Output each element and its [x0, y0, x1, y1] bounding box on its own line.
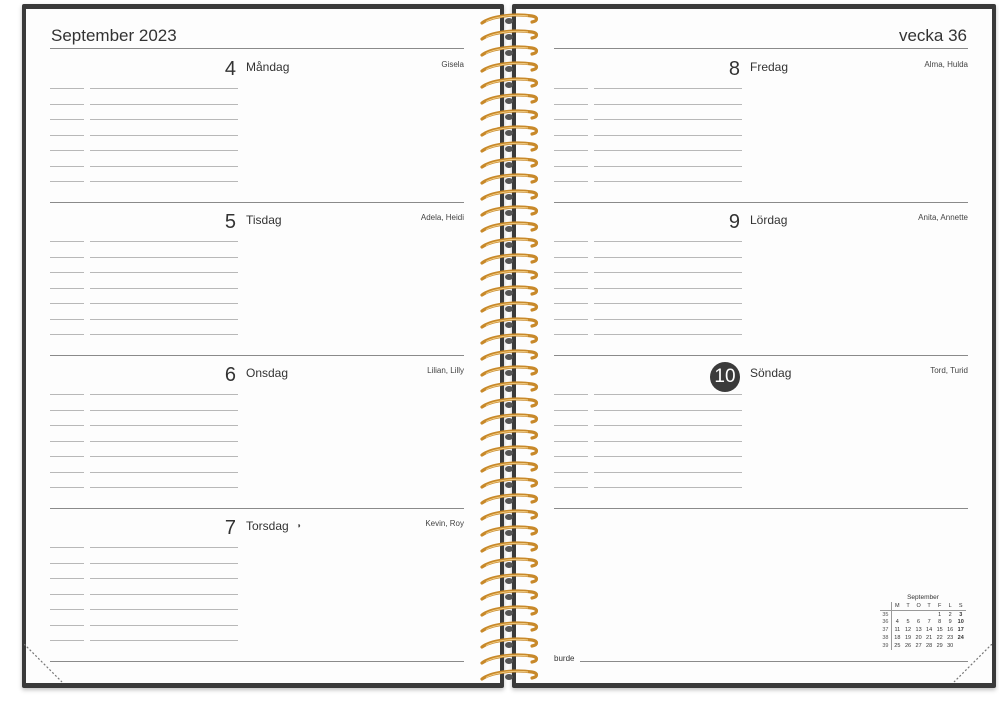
- date-cell: 16: [947, 627, 954, 634]
- month-title: September 2023: [51, 26, 177, 45]
- spiral-coil: [482, 351, 537, 360]
- time-line: [554, 456, 588, 457]
- note-line: [594, 241, 742, 242]
- day-block-monday[interactable]: [50, 50, 464, 203]
- note-line: [594, 88, 742, 89]
- mini-calendar-grid: [880, 602, 966, 650]
- spiral-coil: [482, 623, 537, 632]
- time-line: [554, 303, 588, 304]
- left-header-rule: [50, 48, 464, 49]
- spiral-coil: [482, 607, 537, 616]
- bottom-right-corner-pocket: [952, 644, 992, 684]
- date-cell: 24: [957, 635, 964, 642]
- spiral-coil: [482, 463, 537, 472]
- weekday-label: Torsdag: [246, 519, 289, 533]
- day-block-tuesday[interactable]: [50, 203, 464, 356]
- note-line: [90, 609, 238, 610]
- weekday-label: Lördag: [750, 213, 788, 227]
- spiral-coil: [482, 335, 537, 344]
- date-cell: 22: [936, 635, 943, 642]
- name-day-label: Gisela: [441, 60, 464, 69]
- weekday-label: Måndag: [246, 60, 290, 74]
- note-line: [90, 456, 238, 457]
- time-line: [50, 547, 84, 548]
- note-line: [594, 104, 742, 105]
- time-line: [50, 272, 84, 273]
- mini-calendar-week-row: [880, 619, 966, 627]
- time-line: [50, 625, 84, 626]
- spiral-coil: [482, 527, 537, 536]
- spiral-coil: [482, 415, 537, 424]
- time-line: [554, 181, 588, 182]
- time-line: [50, 578, 84, 579]
- time-line: [50, 166, 84, 167]
- time-line: [50, 135, 84, 136]
- day-separator: [554, 508, 968, 509]
- spiral-coil: [482, 543, 537, 552]
- note-line: [90, 166, 238, 167]
- note-line: [90, 625, 238, 626]
- time-line: [50, 119, 84, 120]
- note-line: [90, 410, 238, 411]
- date-cell: [903, 610, 914, 618]
- date-cell: 20: [915, 635, 922, 642]
- time-line: [50, 394, 84, 395]
- time-line: [554, 104, 588, 105]
- time-line: [50, 288, 84, 289]
- note-line: [90, 425, 238, 426]
- time-line: [50, 334, 84, 335]
- date-cell: 23: [947, 635, 954, 642]
- time-line: [554, 334, 588, 335]
- weekday-label: Tisdag: [246, 213, 282, 227]
- date-cell: 29: [936, 642, 943, 649]
- time-line: [554, 288, 588, 289]
- note-line: [90, 303, 238, 304]
- spiral-coil: [482, 239, 537, 248]
- date-cell: 10: [957, 619, 964, 626]
- time-line: [50, 472, 84, 473]
- note-line: [90, 241, 238, 242]
- time-line: [50, 241, 84, 242]
- spiral-coil: [482, 191, 537, 200]
- week-number: 35: [880, 610, 891, 618]
- week-number: 38: [880, 634, 891, 642]
- time-line: [554, 425, 588, 426]
- moon-phase-icon: ◑: [296, 521, 301, 530]
- spiral-coil: [482, 559, 537, 568]
- time-line: [50, 487, 84, 488]
- note-line: [90, 119, 238, 120]
- time-line: [50, 640, 84, 641]
- date-cell: 15: [936, 627, 943, 634]
- header-cell: L: [945, 602, 956, 610]
- weekday-label: Onsdag: [246, 366, 289, 380]
- day-number: 8: [728, 58, 740, 80]
- time-line: [554, 272, 588, 273]
- mini-calendar-week-row: [880, 642, 966, 650]
- time-line: [50, 410, 84, 411]
- today-highlight-circle: 10: [710, 362, 740, 392]
- note-line: [594, 150, 742, 151]
- spiral-coil: [482, 655, 537, 664]
- note-line: [90, 104, 238, 105]
- spiral-coil: [482, 511, 537, 520]
- date-cell: [913, 610, 924, 618]
- time-line: [50, 257, 84, 258]
- spiral-coil: [482, 367, 537, 376]
- date-cell: 26: [904, 642, 912, 649]
- time-line: [554, 487, 588, 488]
- note-line: [594, 441, 742, 442]
- note-line: [90, 487, 238, 488]
- time-line: [50, 563, 84, 564]
- note-line: [90, 441, 238, 442]
- day-block-sunday[interactable]: [554, 356, 968, 509]
- note-line: [594, 334, 742, 335]
- spiral-coil: [482, 159, 537, 168]
- weekday-label: Söndag: [750, 366, 792, 380]
- name-day-label: Kevin, Roy: [425, 519, 464, 528]
- spiral-coil: [482, 63, 537, 72]
- note-line: [594, 472, 742, 473]
- weekday-label: Fredag: [750, 60, 789, 74]
- mini-calendar: [880, 594, 966, 650]
- time-line: [50, 303, 84, 304]
- spiral-coil: [482, 495, 537, 504]
- time-line: [50, 88, 84, 89]
- time-line: [554, 135, 588, 136]
- mini-calendar-week-row: [880, 634, 966, 642]
- date-cell: 12: [904, 627, 912, 634]
- time-line: [554, 441, 588, 442]
- spiral-coil: [482, 431, 537, 440]
- date-cell: 4: [895, 619, 899, 626]
- time-line: [554, 241, 588, 242]
- header-cell: O: [913, 602, 924, 610]
- spiral-coil: [482, 31, 537, 40]
- week-number: 37: [880, 626, 891, 634]
- spiral-coil: [482, 479, 537, 488]
- date-cell: [955, 642, 966, 650]
- date-cell: 18: [894, 635, 901, 642]
- spiral-coil: [482, 127, 537, 136]
- spiral-coil: [482, 47, 537, 56]
- note-line: [594, 288, 742, 289]
- date-cell: 3: [959, 611, 963, 618]
- header-cell: F: [934, 602, 945, 610]
- date-cell: 13: [915, 627, 922, 634]
- time-line: [554, 257, 588, 258]
- note-line: [90, 181, 238, 182]
- note-line: [594, 319, 742, 320]
- note-line: [594, 410, 742, 411]
- time-line: [50, 104, 84, 105]
- week-number: 36: [880, 619, 891, 627]
- day-block-friday[interactable]: [554, 50, 968, 203]
- day-number: 7: [224, 517, 236, 539]
- day-number: 5: [224, 211, 236, 233]
- time-line: [554, 119, 588, 120]
- note-line: [90, 472, 238, 473]
- note-line: [594, 272, 742, 273]
- time-line: [50, 425, 84, 426]
- spiral-coil: [482, 319, 537, 328]
- date-cell: 17: [957, 627, 964, 634]
- note-line: [594, 425, 742, 426]
- time-line: [50, 319, 84, 320]
- header-cell: T: [903, 602, 914, 610]
- date-cell: 1: [938, 611, 942, 618]
- footer-rule: [580, 661, 968, 662]
- date-cell: 8: [938, 619, 942, 626]
- mini-calendar-title: September: [907, 594, 939, 601]
- date-cell: 2: [948, 611, 952, 618]
- date-cell: 9: [948, 619, 952, 626]
- note-line: [90, 272, 238, 273]
- note-line: [90, 394, 238, 395]
- spiral-coil: [482, 143, 537, 152]
- spiral-coil: [482, 671, 537, 680]
- note-line: [90, 135, 238, 136]
- note-line: [594, 394, 742, 395]
- note-line: [90, 594, 238, 595]
- spiral-coil: [482, 287, 537, 296]
- date-cell: 27: [915, 642, 922, 649]
- note-line: [90, 578, 238, 579]
- day-block-saturday[interactable]: [554, 203, 968, 356]
- right-header-rule: [554, 48, 968, 49]
- time-line: [50, 594, 84, 595]
- date-cell: 28: [926, 642, 933, 649]
- spiral-coil: [482, 447, 537, 456]
- week-number: 39: [880, 642, 891, 650]
- day-separator: [50, 661, 464, 662]
- date-cell: 11: [894, 627, 901, 634]
- note-line: [594, 303, 742, 304]
- header-cell: T: [924, 602, 935, 610]
- time-line: [554, 319, 588, 320]
- day-block-thursday[interactable]: [50, 509, 464, 662]
- time-line: [50, 609, 84, 610]
- date-cell: 14: [926, 627, 933, 634]
- spiral-coil: [482, 383, 537, 392]
- time-line: [50, 181, 84, 182]
- mini-calendar-week-row: [880, 626, 966, 634]
- brand-logo: burde: [554, 654, 575, 663]
- spiral-coil: [482, 79, 537, 88]
- spiral-coil: [482, 303, 537, 312]
- name-day-label: Adela, Heidi: [420, 213, 464, 222]
- time-line: [50, 456, 84, 457]
- date-cell: 21: [926, 635, 933, 642]
- spiral-coil: [482, 95, 537, 104]
- note-line: [594, 181, 742, 182]
- date-cell: 19: [904, 635, 912, 642]
- name-day-label: Anita, Annette: [918, 213, 968, 222]
- note-line: [90, 563, 238, 564]
- spiral-coil: [482, 111, 537, 120]
- spiral-coil: [482, 255, 537, 264]
- mini-calendar-header-row: [880, 602, 966, 610]
- date-cell: [891, 610, 902, 618]
- day-number: 6: [224, 364, 236, 386]
- date-cell: 30: [947, 642, 954, 649]
- time-line: [50, 150, 84, 151]
- date-cell: 7: [927, 619, 931, 626]
- time-line: [554, 410, 588, 411]
- note-line: [90, 547, 238, 548]
- date-cell: 25: [894, 642, 901, 649]
- date-cell: 6: [917, 619, 921, 626]
- spiral-coil: [482, 207, 537, 216]
- day-number: 9: [728, 211, 740, 233]
- note-line: [594, 135, 742, 136]
- name-day-label: Alma, Hulda: [924, 60, 968, 69]
- note-line: [90, 288, 238, 289]
- day-block-wednesday[interactable]: [50, 356, 464, 509]
- time-line: [554, 472, 588, 473]
- name-day-label: Tord, Turid: [930, 366, 968, 375]
- note-line: [90, 640, 238, 641]
- note-line: [90, 319, 238, 320]
- name-day-label: Lilian, Lilly: [427, 366, 464, 375]
- mini-calendar-week-row: [880, 610, 966, 618]
- note-line: [90, 257, 238, 258]
- time-line: [50, 441, 84, 442]
- note-line: [90, 150, 238, 151]
- note-line: [594, 487, 742, 488]
- note-line: [90, 88, 238, 89]
- time-line: [554, 150, 588, 151]
- spiral-binding: [476, 6, 542, 686]
- note-line: [594, 119, 742, 120]
- note-line: [90, 334, 238, 335]
- header-cell: S: [955, 602, 966, 610]
- time-line: [554, 394, 588, 395]
- note-line: [594, 166, 742, 167]
- spiral-coil: [482, 639, 537, 648]
- date-cell: 5: [906, 619, 910, 626]
- spiral-coil: [482, 575, 537, 584]
- time-line: [554, 166, 588, 167]
- spiral-coil: [482, 271, 537, 280]
- spiral-coil: [482, 15, 537, 24]
- date-cell: [924, 610, 935, 618]
- note-line: [594, 257, 742, 258]
- spiral-coil: [482, 175, 537, 184]
- spiral-coil: [482, 591, 537, 600]
- spiral-coil: [482, 399, 537, 408]
- note-line: [594, 456, 742, 457]
- header-cell: M: [891, 602, 902, 610]
- header-cell: [880, 602, 891, 610]
- week-title: vecka 36: [898, 26, 967, 45]
- time-line: [554, 88, 588, 89]
- day-number: 4: [224, 58, 236, 80]
- spiral-coil: [482, 223, 537, 232]
